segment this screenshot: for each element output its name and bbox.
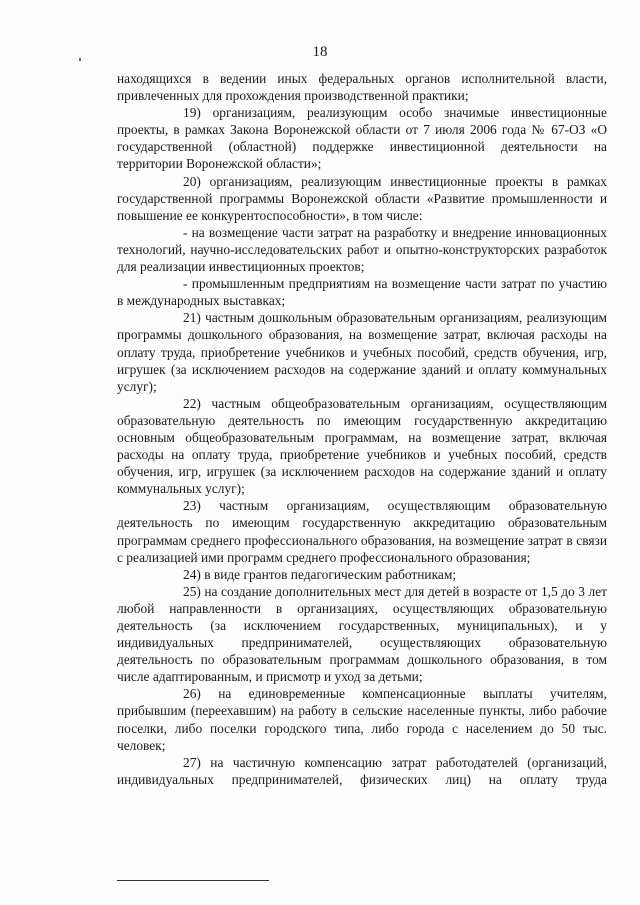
paragraph-item-23: 23) частным организациям, осуществляющим образовательную деятельность по имеющим государственную аккредитацию образовательным программам среднего профессионального образования, на возмещение затрат в связи с реализацией ими программ среднего профессионального образования; [117, 498, 607, 565]
paragraph-subitem-exhibitions: - промышленным предприятиям на возмещение части затрат по участию в международных выставках; [117, 276, 607, 309]
page-number: 18 [312, 44, 328, 60]
paragraph-item-20: 20) организациям, реализующим инвестиционные проекты в рамках государственной программы Воронежской области «Развитие промышленности и повышение ее конкурентоспособности», в том числе: [117, 173, 607, 223]
paragraph-continuation: находящихся в ведении иных федеральных органов исполнительной власти, привлеченных для прохождения производственной практики; [117, 71, 607, 104]
body-text [117, 70, 607, 788]
paragraph-item-22: 22) частным общеобразовательным организациям, осуществляющим образовательную деятельность по имеющим государственную аккредитацию основным общеобразовательным программам, на возмещение затрат, включая расходы на оплату труда, приобретение учебников и учебных пособий, средств обучения, игр, игрушек (за исключением расходов на содержание зданий и оплату коммунальных услуг); [117, 395, 607, 497]
footnote-separator [117, 880, 269, 881]
paragraph-item-27: 27) на частичную компенсацию затрат работодателей (организаций, индивидуальных предпринимателей, физических лиц) на оплату труда [117, 754, 607, 787]
paragraph-item-21: 21) частным дошкольным образовательным организациям, реализующим программы дошкольного образования, на возмещение затрат, включая расходы на оплату труда, приобретение учебников и учебных пособий, средств обучения, игр, игрушек (за исключением расходов на содержание зданий и оплату коммунальных услуг); [117, 310, 607, 394]
paragraph-item-25: 25) на создание дополнительных мест для детей в возрасте от 1,5 до 3 лет любой направленности в организациях, осуществляющих образовательную деятельность (за исключением государственных, муниципальных), и у индивидуальных предпринимателей, осуществляющих образовательную деятельность по образовательным программам дошкольного образования, в том числе адаптированным, и присмотр и уход за детьми; [117, 583, 607, 685]
paragraph-item-26: 26) на единовременные компенсационные выплаты учителям, прибывшим (переехавшим) на работу в сельские населенные пункты, либо рабочие поселки, либо поселки городского типа, либо города с населением до 50 тыс. человек; [117, 686, 607, 753]
paragraph-item-24: 24) в виде грантов педагогическим работникам; [183, 566, 457, 582]
paragraph-item-19: 19) организациям, реализующим особо значимые инвестиционные проекты, в рамках Закона Воронежской области от 7 июля 2006 года № 67-ОЗ «О государственной (областной) поддержке инвестиционной деятельности на территории Воронежской области»; [117, 105, 607, 172]
paragraph-subitem-innovation: - на возмещение части затрат на разработку и внедрение инновационных технологий, научно-исследовательских работ и опытно-конструкторских разработок для реализации инвестиционных проектов; [117, 224, 607, 275]
